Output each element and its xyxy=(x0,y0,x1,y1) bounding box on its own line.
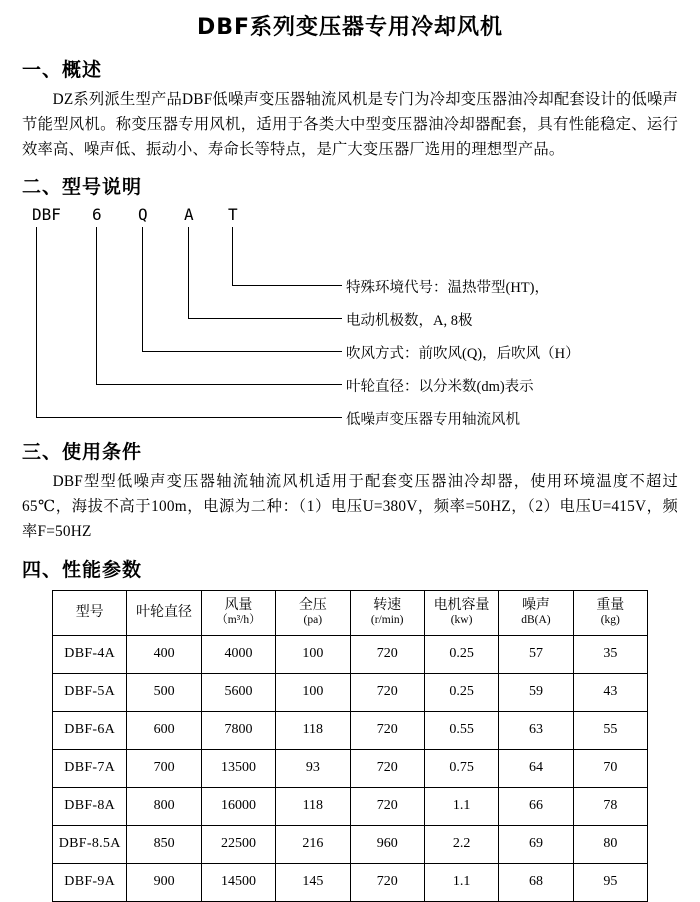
leader-line-a-horizontal xyxy=(188,318,342,319)
table-row xyxy=(53,635,648,673)
section-heading-performance: 四、性能参数 xyxy=(22,558,143,581)
cell-weight: 70 xyxy=(573,749,647,787)
cell-weight: 43 xyxy=(573,673,647,711)
cell-noise: 69 xyxy=(499,825,573,863)
cell-airflow: 4000 xyxy=(201,635,275,673)
cell-speed: 720 xyxy=(350,863,424,901)
cell-impeller-diameter: 500 xyxy=(127,673,201,711)
cell-total-pressure: 118 xyxy=(276,711,350,749)
leader-line-a-vertical xyxy=(188,227,189,318)
leader-line-6-horizontal xyxy=(96,384,342,385)
table-row xyxy=(53,787,648,825)
cell-motor-power: 0.55 xyxy=(424,711,498,749)
cell-airflow: 16000 xyxy=(201,787,275,825)
cell-motor-power: 0.25 xyxy=(424,673,498,711)
column-header-impeller-diameter: 叶轮直径 xyxy=(127,590,201,635)
cell-model: DBF-9A xyxy=(53,863,127,901)
table-row xyxy=(53,711,648,749)
column-header-weight: 重量 (kg) xyxy=(573,590,647,635)
cell-impeller-diameter: 400 xyxy=(127,635,201,673)
cell-weight: 55 xyxy=(573,711,647,749)
cell-total-pressure: 93 xyxy=(276,749,350,787)
cell-total-pressure: 145 xyxy=(276,863,350,901)
column-header-airflow: 风量 （m³/h） xyxy=(201,590,275,635)
cell-noise: 63 xyxy=(499,711,573,749)
legend-special-environment: 特殊环境代号：温热带型(HT)， xyxy=(346,280,549,297)
cell-airflow: 22500 xyxy=(201,825,275,863)
page-title: DBF系列变压器专用冷却风机 xyxy=(196,15,504,40)
leader-line-q-vertical xyxy=(142,227,143,351)
cell-impeller-diameter: 600 xyxy=(127,711,201,749)
legend-blow-direction: 吹风方式：前吹风(Q)，后吹风（H） xyxy=(346,346,580,363)
cell-total-pressure: 100 xyxy=(276,673,350,711)
cell-noise: 68 xyxy=(499,863,573,901)
section-heading-conditions: 三、使用条件 xyxy=(22,441,143,464)
leader-line-6-vertical xyxy=(96,227,97,384)
leader-line-q-horizontal xyxy=(142,351,342,352)
legend-impeller-diameter: 叶轮直径：以分米数(dm)表示 xyxy=(346,379,534,396)
leader-line-t-horizontal xyxy=(232,285,342,286)
legend-motor-poles: 电动机极数，A, 8极 xyxy=(346,313,473,330)
cell-motor-power: 1.1 xyxy=(424,787,498,825)
cell-impeller-diameter: 900 xyxy=(127,863,201,901)
cell-model: DBF-4A xyxy=(53,635,127,673)
cell-total-pressure: 100 xyxy=(276,635,350,673)
table-row xyxy=(53,673,648,711)
cell-speed: 720 xyxy=(350,787,424,825)
cell-noise: 64 xyxy=(499,749,573,787)
spec-table-container xyxy=(22,590,678,902)
cell-weight: 78 xyxy=(573,787,647,825)
cell-speed: 720 xyxy=(350,673,424,711)
cell-noise: 66 xyxy=(499,787,573,825)
performance-parameters-table xyxy=(52,590,648,902)
cell-speed: 720 xyxy=(350,749,424,787)
cell-model: DBF-8A xyxy=(53,787,127,825)
model-token-6: 6 xyxy=(92,205,102,225)
cell-airflow: 7800 xyxy=(201,711,275,749)
cell-airflow: 5600 xyxy=(201,673,275,711)
cell-motor-power: 2.2 xyxy=(424,825,498,863)
conditions-paragraph: DBF型型低噪声变压器轴流轴流风机适用于配套变压器油冷却器，使用环境温度不超过65℃，海拔不高于100m，电源为二种：（1）电压U=380V，频率=50HZ，（2）电压U=415V，频率F=50HZ xyxy=(22,473,678,540)
cell-motor-power: 1.1 xyxy=(424,863,498,901)
column-header-total-pressure: 全压 (pa) xyxy=(276,590,350,635)
cell-weight: 80 xyxy=(573,825,647,863)
model-token-q: Q xyxy=(138,205,148,225)
section-heading-overview: 一、概述 xyxy=(22,59,103,81)
column-header-model: 型号 xyxy=(53,590,127,635)
leader-line-dbf-vertical xyxy=(36,227,37,417)
leader-line-dbf-horizontal xyxy=(36,417,342,418)
overview-paragraph: DZ系列派生型产品DBF低噪声变压器轴流风机是专门为冷却变压器油冷却配套设计的低噪声节能型风机。称变压器专用风机，适用于各类大中型变压器油冷却器配套，具有性能稳定、运行效率高、噪声低、振动小、寿命长等特点，是广大变压器厂选用的理想型产品。 xyxy=(22,91,678,158)
section-heading-model-description: 二、型号说明 xyxy=(22,176,143,199)
cell-noise: 59 xyxy=(499,673,573,711)
cell-model: DBF-6A xyxy=(53,711,127,749)
cell-total-pressure: 118 xyxy=(276,787,350,825)
cell-weight: 95 xyxy=(573,863,647,901)
legend-product-type: 低噪声变压器专用轴流风机 xyxy=(346,412,520,429)
table-row xyxy=(53,825,648,863)
cell-speed: 720 xyxy=(350,635,424,673)
cell-model: DBF-7A xyxy=(53,749,127,787)
cell-impeller-diameter: 800 xyxy=(127,787,201,825)
model-token-t: T xyxy=(228,205,238,225)
cell-airflow: 14500 xyxy=(201,863,275,901)
column-header-noise: 噪声 dB(A) xyxy=(499,590,573,635)
cell-weight: 35 xyxy=(573,635,647,673)
cell-motor-power: 0.75 xyxy=(424,749,498,787)
table-row xyxy=(53,749,648,787)
model-code-diagram xyxy=(22,205,678,427)
cell-impeller-diameter: 700 xyxy=(127,749,201,787)
cell-impeller-diameter: 850 xyxy=(127,825,201,863)
model-token-dbf: DBF xyxy=(32,205,61,225)
cell-speed: 720 xyxy=(350,711,424,749)
cell-total-pressure: 216 xyxy=(276,825,350,863)
cell-model: DBF-5A xyxy=(53,673,127,711)
cell-noise: 57 xyxy=(499,635,573,673)
model-token-a: A xyxy=(184,205,194,225)
column-header-motor-power: 电机容量 (kw) xyxy=(424,590,498,635)
column-header-speed: 转速 (r/min) xyxy=(350,590,424,635)
cell-motor-power: 0.25 xyxy=(424,635,498,673)
document-page xyxy=(0,10,700,890)
cell-speed: 960 xyxy=(350,825,424,863)
table-header-row xyxy=(53,590,648,635)
leader-line-t-vertical xyxy=(232,227,233,285)
cell-airflow: 13500 xyxy=(201,749,275,787)
table-row xyxy=(53,863,648,901)
cell-model: DBF-8.5A xyxy=(53,825,127,863)
